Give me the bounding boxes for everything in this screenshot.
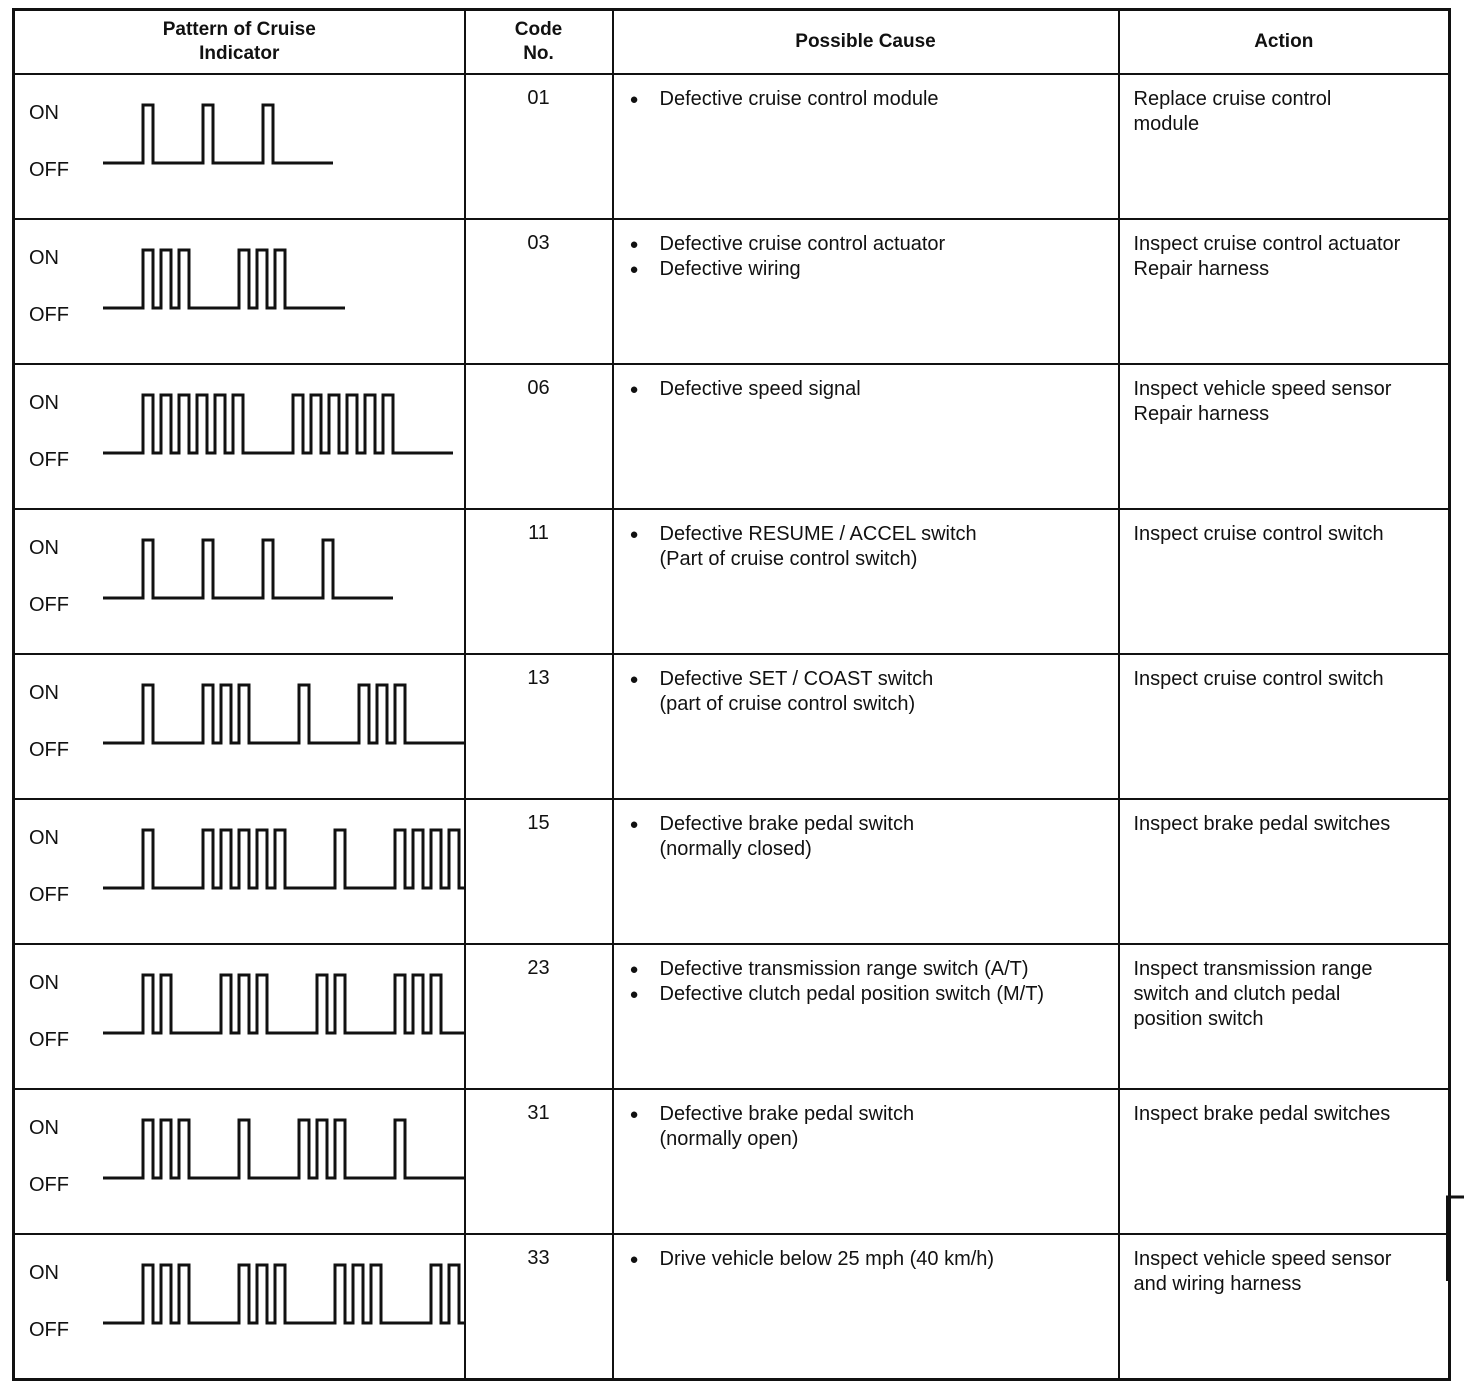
- cause-text: Defective cruise control actuator: [659, 233, 946, 255]
- on-label: ON: [29, 1117, 59, 1139]
- code-cell: 23: [465, 944, 613, 1089]
- pattern-cell: [14, 1089, 465, 1234]
- cause-text: Defective wiring: [659, 258, 801, 280]
- indicator-waveform: [15, 800, 465, 928]
- action-cell: Inspect cruise control switch: [1119, 509, 1450, 654]
- header-row: [14, 10, 1450, 75]
- off-label: OFF: [29, 1029, 69, 1051]
- table-body: [14, 74, 1450, 1380]
- pattern-cell: [14, 364, 465, 509]
- action-cell: Replace cruise control module: [1119, 74, 1450, 219]
- cause-text: Defective speed signal: [659, 378, 861, 400]
- table-row: [14, 1089, 1450, 1234]
- pattern-cell: [14, 509, 465, 654]
- indicator-waveform: [15, 655, 465, 783]
- table-row: [14, 509, 1450, 654]
- bullet-icon: ●: [629, 381, 639, 398]
- margin-mark: [1446, 1193, 1472, 1283]
- cause-text: Drive vehicle below 25 mph (40 km/h): [659, 1248, 995, 1270]
- waveform-line: [103, 830, 465, 888]
- cause-text: Defective transmission range switch (A/T): [659, 958, 1029, 980]
- table-row: [14, 219, 1450, 364]
- action-cell: Inspect vehicle speed sensor Repair harness: [1119, 364, 1450, 509]
- waveform-line: [103, 540, 393, 598]
- cause-cell: [613, 1234, 1119, 1380]
- off-label: OFF: [29, 1319, 69, 1341]
- bullet-icon: ●: [629, 961, 639, 978]
- bullet-icon: ●: [629, 816, 639, 833]
- code-cell: 13: [465, 654, 613, 799]
- table-row: [14, 654, 1450, 799]
- on-label: ON: [29, 392, 59, 414]
- waveform-line: [103, 1120, 465, 1178]
- cause-item: [630, 377, 1108, 402]
- on-label: ON: [29, 102, 59, 124]
- table-row: [14, 364, 1450, 509]
- cause-cell: [613, 219, 1119, 364]
- pattern-cell: [14, 654, 465, 799]
- cause-text: Defective cruise control module: [659, 88, 939, 110]
- pattern-cell: [14, 219, 465, 364]
- code-cell: 15: [465, 799, 613, 944]
- off-label: OFF: [29, 594, 69, 616]
- header-action: Action: [1119, 10, 1450, 75]
- diagnostic-code-table: [12, 8, 1451, 1381]
- cause-cell: [613, 1089, 1119, 1234]
- waveform-line: [103, 975, 465, 1033]
- cause-text: Defective SET / COAST switch (part of cruise control switch): [659, 668, 934, 715]
- off-label: OFF: [29, 159, 69, 181]
- on-label: ON: [29, 537, 59, 559]
- on-label: ON: [29, 972, 59, 994]
- pattern-cell: [14, 799, 465, 944]
- indicator-waveform: [15, 365, 465, 493]
- code-cell: 33: [465, 1234, 613, 1380]
- cause-item: [630, 87, 1108, 112]
- waveform-line: [103, 1265, 465, 1323]
- waveform-line: [103, 395, 453, 453]
- bullet-icon: ●: [629, 526, 639, 543]
- cause-text: Defective RESUME / ACCEL switch (Part of cruise control switch): [659, 523, 977, 570]
- action-cell: Inspect vehicle speed sensor and wiring harness: [1119, 1234, 1450, 1380]
- cause-cell: [613, 364, 1119, 509]
- cause-item: [630, 522, 1108, 572]
- header-pattern: Pattern of Cruise Indicator: [14, 10, 465, 75]
- code-cell: 03: [465, 219, 613, 364]
- bullet-icon: ●: [629, 1251, 639, 1268]
- code-cell: 06: [465, 364, 613, 509]
- on-label: ON: [29, 1262, 59, 1284]
- cause-cell: [613, 799, 1119, 944]
- indicator-waveform: [15, 1090, 465, 1218]
- indicator-waveform: [15, 510, 465, 638]
- on-label: ON: [29, 827, 59, 849]
- cause-item: [630, 982, 1108, 1007]
- bullet-icon: ●: [629, 261, 639, 278]
- action-cell: Inspect cruise control switch: [1119, 654, 1450, 799]
- indicator-waveform: [15, 1235, 465, 1363]
- action-cell: Inspect brake pedal switches: [1119, 1089, 1450, 1234]
- bullet-icon: ●: [629, 236, 639, 253]
- cause-cell: [613, 509, 1119, 654]
- header-cause: Possible Cause: [613, 10, 1119, 75]
- bullet-icon: ●: [629, 91, 639, 108]
- table-row: [14, 944, 1450, 1089]
- cause-text: Defective clutch pedal position switch (M/T): [659, 983, 1045, 1005]
- bullet-icon: ●: [629, 1106, 639, 1123]
- cause-cell: [613, 654, 1119, 799]
- cause-item: [630, 1102, 1108, 1152]
- cause-cell: [613, 74, 1119, 219]
- cause-item: [630, 257, 1108, 282]
- cause-item: [630, 667, 1108, 717]
- pattern-cell: [14, 944, 465, 1089]
- off-label: OFF: [29, 739, 69, 761]
- on-label: ON: [29, 247, 59, 269]
- bullet-icon: ●: [629, 986, 639, 1003]
- cause-item: [630, 812, 1108, 862]
- table-row: [14, 799, 1450, 944]
- waveform-line: [103, 250, 345, 308]
- action-cell: Inspect transmission range switch and clutch pedal position switch: [1119, 944, 1450, 1089]
- table-row: [14, 1234, 1450, 1380]
- bullet-icon: ●: [629, 671, 639, 688]
- cause-text: Defective brake pedal switch (normally closed): [659, 813, 915, 860]
- pattern-cell: [14, 1234, 465, 1380]
- waveform-line: [103, 105, 333, 163]
- waveform-line: [103, 685, 465, 743]
- cause-cell: [613, 944, 1119, 1089]
- off-label: OFF: [29, 449, 69, 471]
- indicator-waveform: [15, 220, 465, 348]
- cause-item: [630, 1247, 1108, 1272]
- header-code: Code No.: [465, 10, 613, 75]
- on-label: ON: [29, 682, 59, 704]
- cause-text: Defective brake pedal switch (normally open): [659, 1103, 915, 1150]
- indicator-waveform: [15, 945, 465, 1073]
- off-label: OFF: [29, 884, 69, 906]
- off-label: OFF: [29, 1174, 69, 1196]
- cause-item: [630, 957, 1108, 982]
- code-cell: 31: [465, 1089, 613, 1234]
- code-cell: 11: [465, 509, 613, 654]
- action-cell: Inspect cruise control actuator Repair harness: [1119, 219, 1450, 364]
- cause-item: [630, 232, 1108, 257]
- code-cell: 01: [465, 74, 613, 219]
- pattern-cell: [14, 74, 465, 219]
- action-cell: Inspect brake pedal switches: [1119, 799, 1450, 944]
- indicator-waveform: [15, 75, 465, 203]
- table-row: [14, 74, 1450, 219]
- off-label: OFF: [29, 304, 69, 326]
